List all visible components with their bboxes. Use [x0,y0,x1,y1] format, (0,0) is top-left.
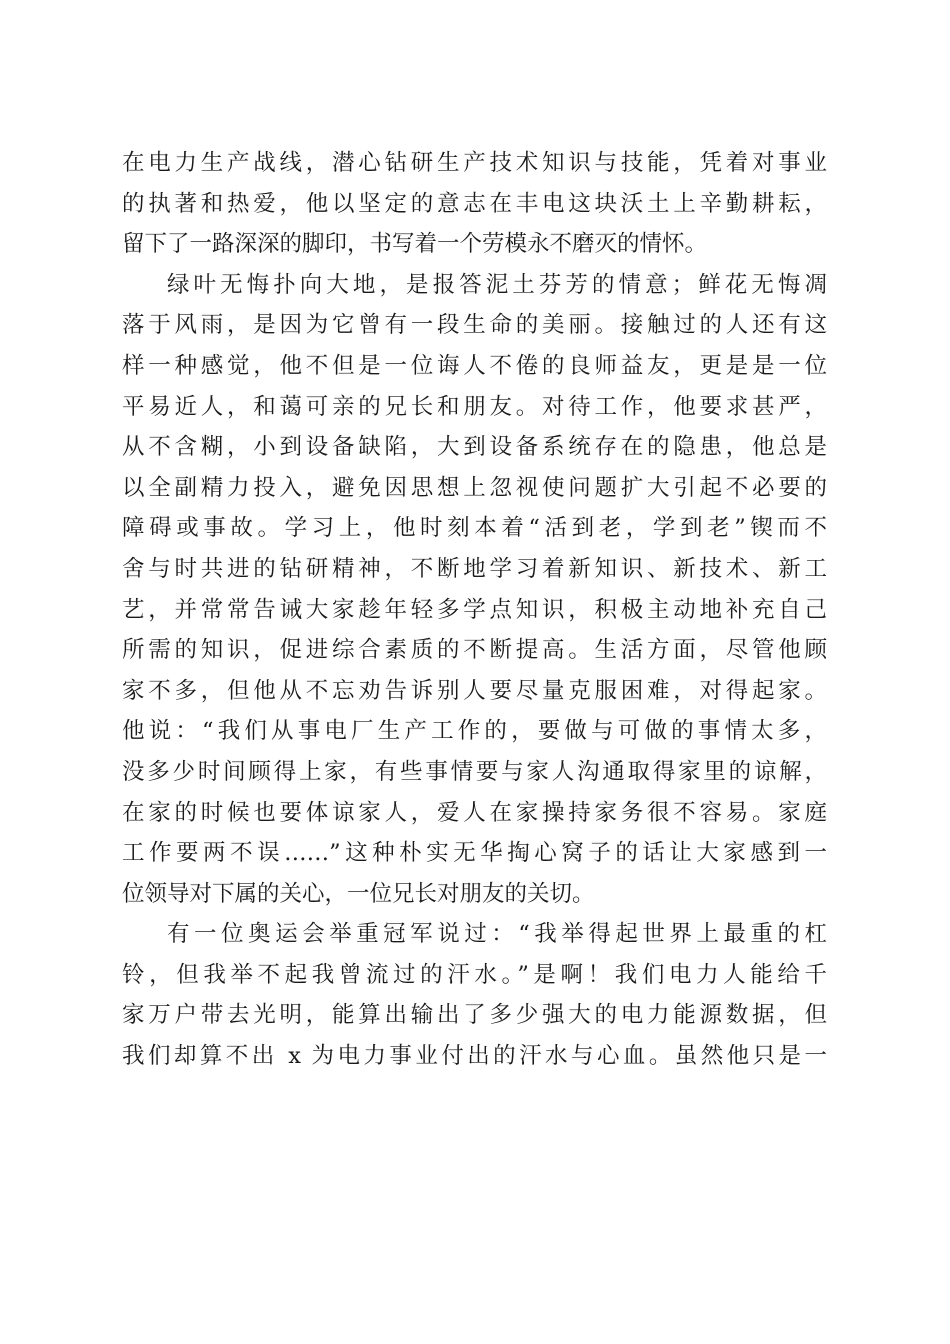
text-line: 障碍或事故。学习上，他时刻本着“活到老，学到老”锲而不 [122,515,827,542]
text-line: 在电力生产战线，潜心钻研生产技术知识与技能，凭着对事业 [122,150,827,176]
text-line: 工作要两不误……”这种朴实无华掏心窝子的话让大家感到一 [122,840,827,867]
paragraph [122,143,827,265]
text-line: 落于风雨，是因为它曾有一段生命的美丽。接触过的人还有这 [122,312,827,339]
text-line: 所需的知识，促进综合素质的不断提高。生活方面，尽管他顾 [122,637,827,664]
paragraph [122,265,827,915]
paragraph [122,914,827,1076]
text-line: 绿叶无悔扑向大地，是报答泥土芬芳的情意；鲜花无悔凋 [167,271,827,298]
text-line: 我们却算不出 x 为电力事业付出的汗水与心血。虽然他只是一 [122,1043,827,1070]
text-line: 家万户带去光明，能算出输出了多少强大的电力能源数据，但 [122,1002,827,1029]
text-line: 从不含糊，小到设备缺陷，大到设备系统存在的隐患，他总是 [122,434,827,461]
text-line: 有一位奥运会举重冠军说过：“我举得起世界上最重的杠 [167,921,827,948]
text-line: 舍与时共进的钻研精神，不断地学习着新知识、新技术、新工 [122,555,827,582]
text-line: 平易近人，和蔼可亲的兄长和朋友。对待工作，他要求甚严， [122,393,827,420]
text-line: 位领导对下属的关心，一位兄长对朋友的关切。 [122,880,595,907]
text-line: 他说：“我们从事电厂生产工作的，要做与可做的事情太多， [122,718,827,745]
text-line: 在家的时候也要体谅家人，爱人在家操持家务很不容易。家庭 [122,799,827,826]
text-line: 样一种感觉，他不但是一位诲人不倦的良师益友，更是是一位 [122,352,827,379]
text-line: 没多少时间顾得上家，有些事情要与家人沟通取得家里的谅解， [122,758,827,785]
text-line: 艺，并常常告诫大家趁年轻多学点知识，积极主动地补充自己 [122,596,827,623]
text-line: 铃，但我举不起我曾流过的汗水。”是啊！我们电力人能给千 [122,961,827,988]
text-line: 以全副精力投入，避免因思想上忽视使问题扩大引起不必要的 [122,474,827,501]
text-line: 留下了一路深深的脚印，书写着一个劳模永不磨灭的情怀。 [122,231,708,258]
text-line: 家不多，但他从不忘劝告诉别人要尽量克服困难，对得起家。 [122,677,827,704]
text-line: 的执著和热爱，他以坚定的意志在丰电这块沃土上辛勤耕耘， [122,190,827,217]
document-body [122,143,827,1077]
